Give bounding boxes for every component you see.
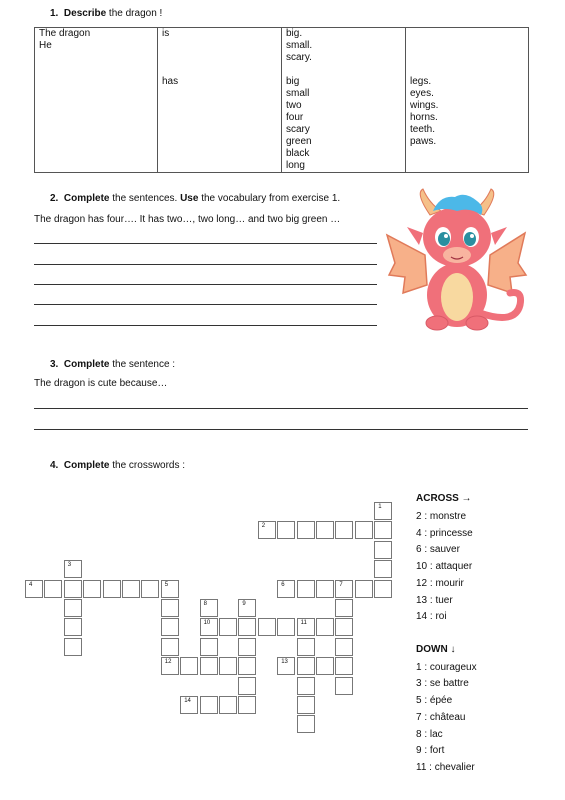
crossword-cell[interactable]	[374, 580, 392, 598]
clue-number: 7	[339, 581, 343, 588]
crossword-cell[interactable]	[161, 638, 179, 656]
crossword-cell[interactable]	[161, 618, 179, 636]
clue-item: 6 : sauver	[416, 544, 460, 555]
crossword-cell[interactable]	[64, 638, 82, 656]
crossword-cell[interactable]	[200, 618, 218, 636]
crossword-cell[interactable]	[122, 580, 140, 598]
description-table	[34, 27, 529, 173]
crossword-cell[interactable]	[297, 638, 315, 656]
clue-number: 12	[164, 659, 172, 666]
crossword-cell[interactable]	[238, 638, 256, 656]
clue-number: 8	[203, 601, 207, 607]
answer-line[interactable]	[34, 429, 528, 430]
clue-item: 5 : épée	[416, 695, 453, 706]
crossword-cell[interactable]	[335, 657, 353, 675]
crossword-cell[interactable]	[316, 521, 334, 539]
crossword-cell[interactable]	[161, 657, 179, 675]
crossword-cell[interactable]	[335, 580, 353, 598]
clue-number: 3	[67, 562, 72, 569]
crossword-cell[interactable]	[219, 696, 237, 714]
crossword-cell[interactable]	[25, 580, 43, 598]
crossword-cell[interactable]	[64, 560, 82, 578]
exercise-1-title: 1. Describe the dragon !	[50, 8, 163, 19]
exercise-3-sentence: The dragon is cute because…	[34, 378, 168, 389]
clue-item: 7 : château	[416, 712, 466, 723]
across-heading: ACROSS →	[416, 493, 472, 504]
crossword-cell[interactable]	[335, 638, 353, 656]
crossword-cell[interactable]	[297, 696, 315, 714]
crossword-cell[interactable]	[161, 599, 179, 617]
crossword-cell[interactable]	[200, 638, 218, 656]
crossword-cell[interactable]	[238, 657, 256, 675]
crossword-cell[interactable]	[64, 618, 82, 636]
clue-number: 6	[281, 581, 285, 588]
crossword-cell[interactable]	[297, 521, 315, 539]
crossword-cell[interactable]	[355, 580, 373, 598]
crossword-cell[interactable]	[297, 657, 315, 675]
crossword-cell[interactable]	[374, 541, 392, 559]
clue-number: 5	[164, 581, 169, 588]
clue-item: 14 : roi	[416, 611, 447, 622]
noun-column: legs. eyes. wings. horns. teeth. paws.	[406, 28, 529, 173]
crossword-cell[interactable]	[316, 657, 334, 675]
clue-item: 11 : chevalier	[416, 762, 475, 773]
clue-item: 3 : se battre	[416, 678, 469, 689]
exercise-2-sentence: The dragon has four…. It has two…, two long… and two big green …	[34, 214, 341, 225]
clue-number: 14	[184, 698, 191, 704]
clue-item: 2 : monstre	[416, 511, 467, 522]
crossword-cell[interactable]	[103, 580, 121, 598]
exercise-2-title: 2. Complete the sentences. Use the vocabulary from exercise 1.	[50, 193, 341, 204]
crossword-cell[interactable]	[238, 677, 256, 695]
answer-line[interactable]	[34, 325, 377, 326]
crossword-cell[interactable]	[141, 580, 159, 598]
clue-item: 10 : attaquer	[416, 561, 473, 572]
crossword-cell[interactable]	[297, 618, 315, 636]
crossword-cell[interactable]	[258, 618, 276, 636]
down-heading: DOWN ↓	[416, 644, 456, 655]
crossword-cell[interactable]	[238, 599, 256, 617]
clue-item: 4 : princesse	[416, 528, 473, 539]
answer-line[interactable]	[34, 284, 377, 285]
crossword-cell[interactable]	[44, 580, 62, 598]
crossword-cell[interactable]	[64, 599, 82, 617]
crossword-cell[interactable]	[297, 580, 315, 598]
verb-column: is has	[158, 28, 282, 173]
crossword-cell[interactable]	[219, 618, 237, 636]
crossword-cell[interactable]	[64, 580, 82, 598]
crossword-cell[interactable]	[219, 657, 237, 675]
exercise-4-title: 4. Complete the crosswords :	[50, 460, 186, 471]
crossword-cell[interactable]	[161, 580, 179, 598]
crossword-cell[interactable]	[297, 715, 315, 733]
crossword-cell[interactable]	[374, 560, 392, 578]
crossword-cell[interactable]	[200, 696, 218, 714]
crossword-cell[interactable]	[277, 657, 295, 675]
clue-item: 8 : lac	[416, 729, 443, 740]
answer-line[interactable]	[34, 243, 377, 244]
crossword-cell[interactable]	[277, 618, 295, 636]
clue-number: 4	[29, 581, 33, 588]
answer-line[interactable]	[34, 264, 377, 265]
clue-item: 9 : fort	[416, 745, 445, 756]
clue-item: 13 : tuer	[416, 595, 453, 606]
crossword-cell[interactable]	[83, 580, 101, 598]
crossword-cell[interactable]	[258, 521, 276, 539]
answer-line[interactable]	[34, 304, 377, 305]
clue-number: 10	[203, 620, 211, 627]
crossword-cell[interactable]	[238, 618, 256, 636]
crossword-cell[interactable]	[200, 657, 218, 675]
clue-number: 11	[300, 620, 307, 627]
adjective-column: big. small. scary. big small two four scary green black long	[282, 28, 406, 173]
crossword-cell[interactable]	[277, 521, 295, 539]
crossword-cell[interactable]	[335, 599, 353, 617]
crossword-cell[interactable]	[335, 618, 353, 636]
crossword-cell[interactable]	[355, 521, 373, 539]
crossword-cell[interactable]	[180, 657, 198, 675]
clue-item: 12 : mourir	[416, 578, 464, 589]
crossword-cell[interactable]	[374, 502, 392, 520]
crossword-cell[interactable]	[335, 521, 353, 539]
crossword-cell[interactable]	[297, 677, 315, 695]
crossword-cell[interactable]	[277, 580, 295, 598]
crossword-cell[interactable]	[180, 696, 198, 714]
answer-line[interactable]	[34, 408, 528, 409]
crossword-cell[interactable]	[374, 521, 392, 539]
crossword-cell[interactable]	[335, 677, 353, 695]
subject-column: The dragon He	[35, 28, 158, 173]
exercise-3-title: 3. Complete the sentence :	[50, 359, 176, 370]
clue-number: 1	[378, 504, 382, 510]
crossword-cell[interactable]	[200, 599, 218, 617]
clue-number: 9	[242, 601, 246, 607]
clue-number: 13	[281, 659, 288, 666]
crossword-cell[interactable]	[238, 696, 256, 714]
crossword-cell[interactable]	[316, 618, 334, 636]
dragon-illustration	[385, 185, 530, 333]
clue-number: 2	[261, 523, 266, 530]
crossword-cell[interactable]	[316, 580, 334, 598]
clue-item: 1 : courageux	[416, 662, 477, 673]
